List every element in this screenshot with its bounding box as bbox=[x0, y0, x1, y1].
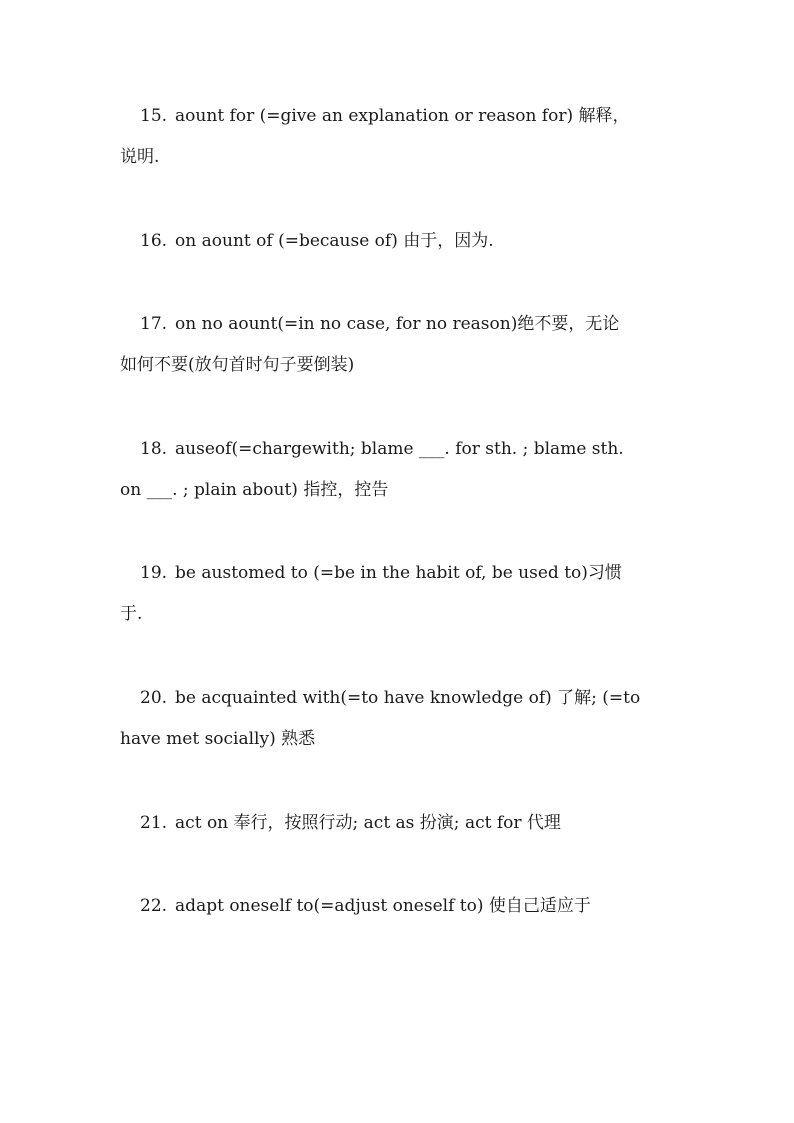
entry-text: aount for (=give an explanation or reason for) 解释， bbox=[175, 106, 630, 126]
entry-number: 16. bbox=[140, 231, 168, 251]
entry-continuation: 说明. bbox=[120, 147, 160, 167]
entry-22 bbox=[120, 886, 680, 927]
entry-17 bbox=[120, 304, 680, 386]
entry-text: on aount of (=because of) 由于，因为. bbox=[175, 231, 494, 251]
entry-first-line bbox=[120, 96, 680, 137]
entry-continuation: 于. bbox=[120, 604, 143, 624]
entry-text: auseof(=chargewith; blame ___. for sth. ; blame sth. bbox=[175, 439, 624, 459]
entry-number: 18. bbox=[140, 439, 168, 459]
entry-text: adapt oneself to(=adjust oneself to) 使自己适应于 bbox=[175, 896, 591, 916]
entry-21 bbox=[120, 803, 680, 844]
entry-18 bbox=[120, 429, 680, 511]
entry-continuation: on ___. ; plain about) 指控，控告 bbox=[120, 480, 389, 500]
entry-number: 20. bbox=[140, 688, 168, 708]
entry-15 bbox=[120, 96, 680, 178]
entry-first-line bbox=[120, 553, 680, 594]
entry-20 bbox=[120, 678, 680, 760]
entry-number: 15. bbox=[140, 106, 168, 126]
entry-number: 19. bbox=[140, 563, 168, 583]
entry-first-line bbox=[120, 304, 680, 345]
entry-19 bbox=[120, 553, 680, 635]
entry-first-line bbox=[120, 886, 680, 927]
entry-text: be acquainted with(=to have knowledge of) 了解; (=to bbox=[175, 688, 641, 708]
entry-number: 21. bbox=[140, 813, 168, 833]
entry-continuation: have met socially) 熟悉 bbox=[120, 729, 316, 749]
entry-first-line bbox=[120, 221, 680, 262]
entry-text: on no aount(=in no case, for no reason)绝不要，无论 bbox=[175, 314, 620, 334]
entry-number: 17. bbox=[140, 314, 168, 334]
entry-16 bbox=[120, 221, 680, 262]
entry-first-line bbox=[120, 678, 680, 719]
entry-first-line bbox=[120, 429, 680, 470]
entry-text: act on 奉行，按照行动; act as 扮演; act for 代理 bbox=[175, 813, 561, 833]
entry-text: be austomed to (=be in the habit of, be used to)习惯 bbox=[175, 563, 622, 583]
entry-first-line bbox=[120, 803, 680, 844]
entry-number: 22. bbox=[140, 896, 168, 916]
entry-continuation: 如何不要(放句首时句子要倒装) bbox=[120, 355, 355, 375]
